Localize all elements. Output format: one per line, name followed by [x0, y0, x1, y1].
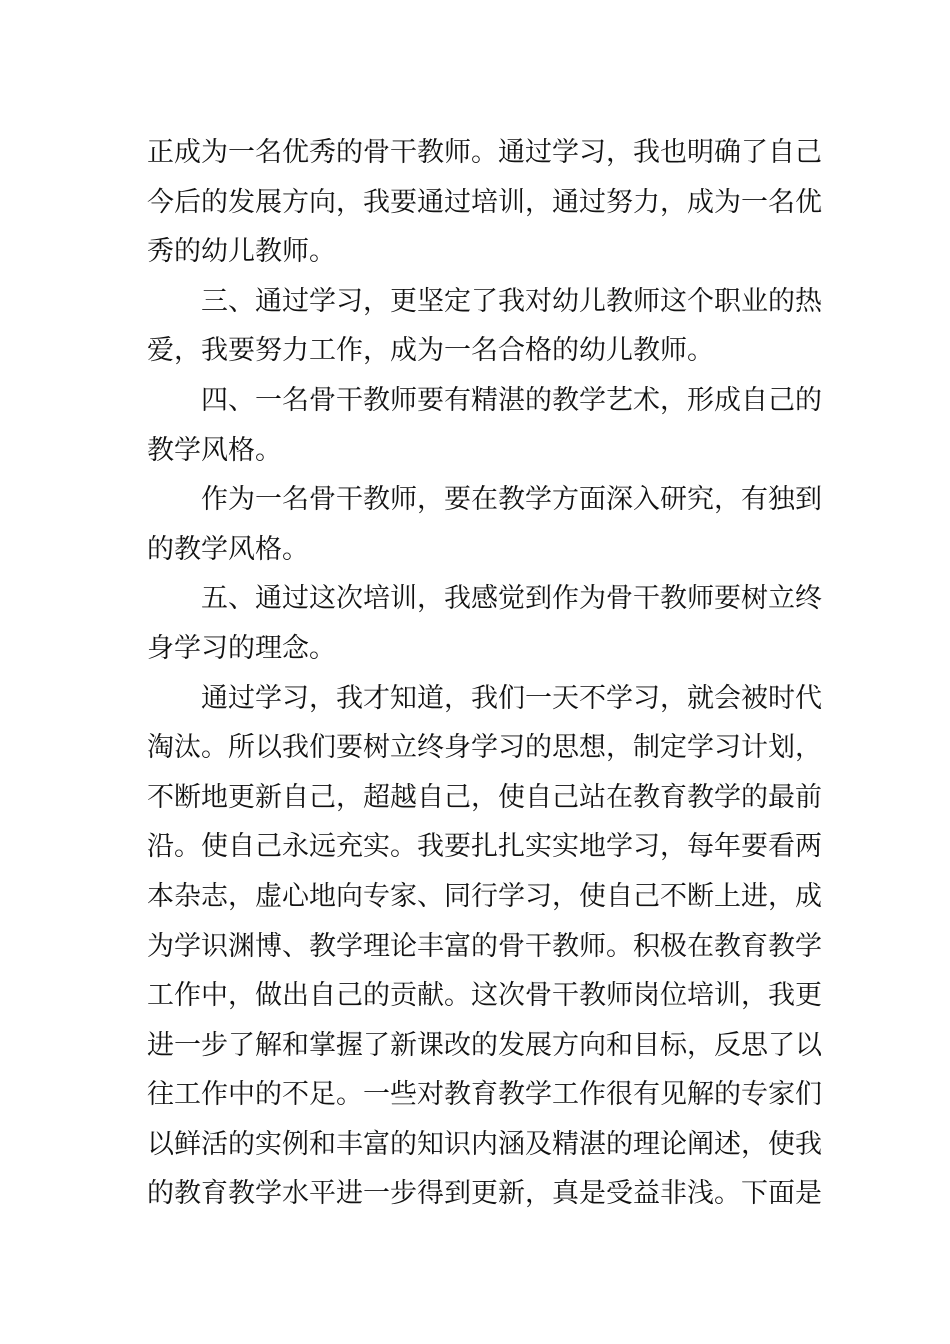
text-line: 本杂志，虚心地向专家、同行学习，使自己不断上进，成 [147, 880, 822, 912]
paragraph-2 [147, 277, 822, 376]
text-line: 四、一名骨干教师要有精湛的教学艺术，形成自己的 [201, 384, 822, 416]
paragraph-1 [147, 128, 822, 277]
text-line: 身学习的理念。 [147, 632, 336, 664]
text-line: 为学识渊博、教学理论丰富的骨干教师。积极在教育教学 [147, 930, 822, 962]
paragraph-3 [147, 376, 822, 475]
paragraph-5 [147, 574, 822, 673]
text-line: 通过学习，我才知道，我们一天不学习，就会被时代 [201, 682, 822, 714]
text-line: 工作中，做出自己的贡献。这次骨干教师岗位培训，我更 [147, 980, 822, 1012]
body-text [147, 128, 822, 1219]
text-line: 教学风格。 [147, 434, 282, 466]
text-line: 三、通过学习，更坚定了我对幼儿教师这个职业的热 [201, 285, 822, 317]
paragraph-6 [147, 674, 822, 1220]
text-line: 秀的幼儿教师。 [147, 236, 336, 268]
text-line: 的教学风格。 [147, 533, 309, 565]
text-line: 以鲜活的实例和丰富的知识内涵及精湛的理论阐述，使我 [147, 1128, 822, 1160]
text-line: 进一步了解和掌握了新课改的发展方向和目标，反思了以 [147, 1029, 822, 1061]
text-line: 不断地更新自己，超越自己，使自己站在教育教学的最前 [147, 781, 822, 813]
text-line: 作为一名骨干教师，要在教学方面深入研究，有独到 [201, 484, 822, 516]
paragraph-4 [147, 475, 822, 574]
text-line: 今后的发展方向，我要通过培训，通过努力，成为一名优 [147, 186, 822, 218]
text-line: 爱，我要努力工作，成为一名合格的幼儿教师。 [147, 335, 714, 367]
text-line: 往工作中的不足。一些对教育教学工作很有见解的专家们 [147, 1079, 822, 1111]
text-line: 的教育教学水平进一步得到更新，真是受益非浅。下面是 [147, 1178, 822, 1210]
text-line: 正成为一名优秀的骨干教师。通过学习，我也明确了自己 [147, 137, 822, 168]
text-line: 淘汰。所以我们要树立终身学习的思想，制定学习计划， [147, 732, 822, 764]
text-line: 五、通过这次培训，我感觉到作为骨干教师要树立终 [201, 583, 822, 615]
text-line: 沿。使自己永远充实。我要扎扎实实地学习，每年要看两 [147, 831, 822, 863]
